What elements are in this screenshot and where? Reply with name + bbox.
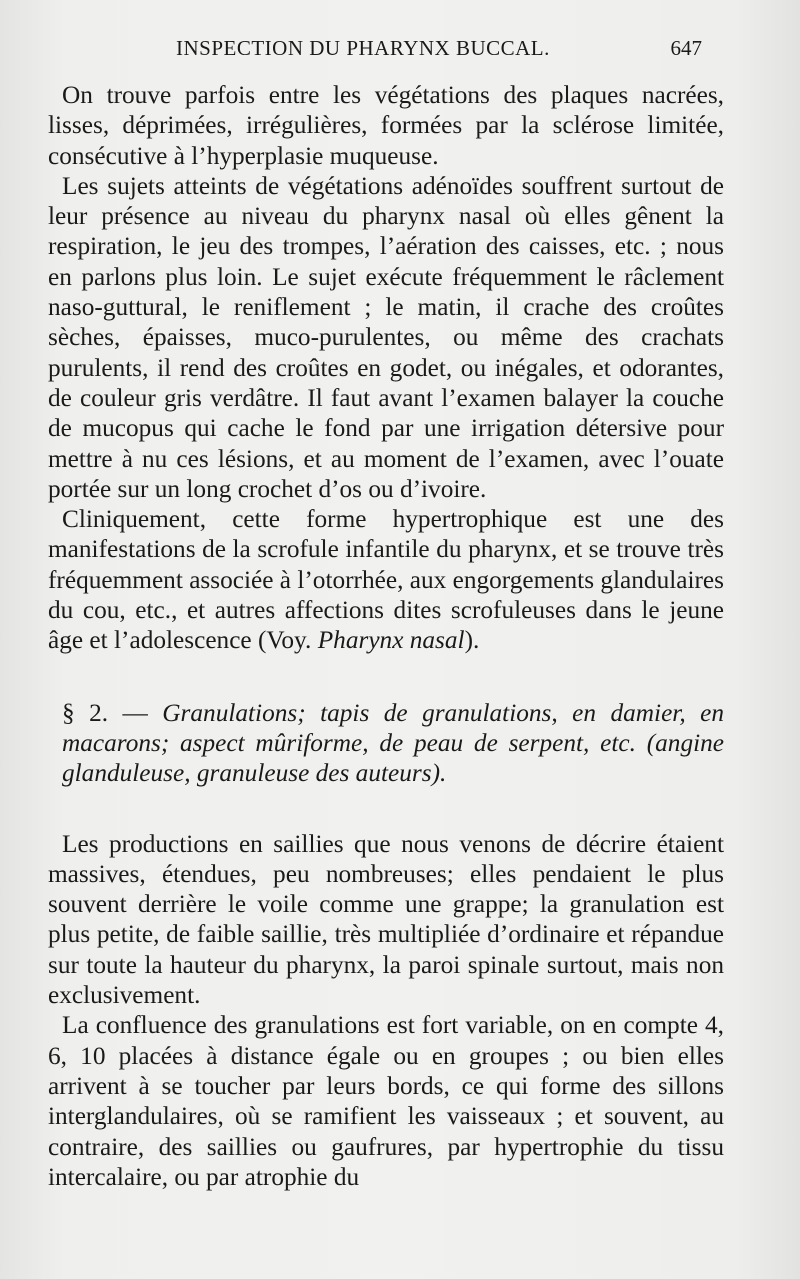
section-heading [48,698,724,789]
section-number: § 2. — [62,698,163,727]
running-header: INSPECTION DU PHARYNX BUCCAL. [176,36,550,60]
page-number: 647 [670,36,702,60]
paragraph-5: La confluence des granulations est fort variable, on en compte 4, 6, 10 placées à distance égale ou en groupes ; ou bien elles arrivent à se toucher par leurs bords, ce qui forme des sillons interglandulaires, où se ramifient les vaisseaux ; et souvent, au contraire, des saillies ou gaufrures, par hypertrophie du tissu intercalaire, ou par atrophie du [48,1011,724,1191]
paragraph-3 [48,504,724,655]
section-title: Granulations; tapis de granulations, en damier, en macarons; aspect mûriforme, de peau de serpent, etc. (angine glanduleuse, granuleuse des auteurs). [62,698,724,788]
body-text [48,80,724,1192]
cross-reference: Pharynx nasal [317,626,465,655]
paragraph-2: Les sujets atteints de végétations adénoïdes souffrent surtout de leur présence au niveau du pharynx nasal où elles gênent la respiration, le jeu des trompes, l’aération des caisses, etc. ; nous en parlons plus loin. Le sujet exécute fréquemment le râclement naso-guttural, le reniflement ; le matin, il crache des croûtes sèches, épaisses, muco-purulentes, ou même des crachats purulents, il rend des croûtes en godet, ou inégales, et odorantes, de couleur gris verdâtre. Il faut avant l’examen balayer la couche de mucopus qui cache le fond par une irrigation détersive pour mettre à nu ces lésions, et au moment de l’examen, avec l’ouate portée sur un long crochet d’os ou d’ivoire. [48,171,724,503]
paragraph-4: Les productions en saillies que nous venons de décrire étaient massives, étendues, peu nombreuses; elles pendaient le plus souvent derrière le voile comme une grappe; la granulation est plus petite, de faible saillie, très multipliée d’ordinaire et répandue sur toute la hauteur du pharynx, la paroi spinale surtout, mais non exclusivement. [48,829,724,1010]
paragraph-1: On trouve parfois entre les végétations des plaques nacrées, lisses, déprimées, irrégulières, formées par la sclérose limitée, consécutive à l’hyperplasie muqueuse. [48,81,724,170]
paragraph-3-text: Cliniquement, cette forme hypertrophique est une des manifestations de la scrofule infantile du pharynx, et se trouve très fréquemment associée à l’otorrhée, aux engorgements glandulaires du cou, etc., et autres affections dites scrofuleuses dans le jeune âge et l’adolescence (Voy. [48,505,724,655]
paragraph-3-end: ). [464,626,480,655]
